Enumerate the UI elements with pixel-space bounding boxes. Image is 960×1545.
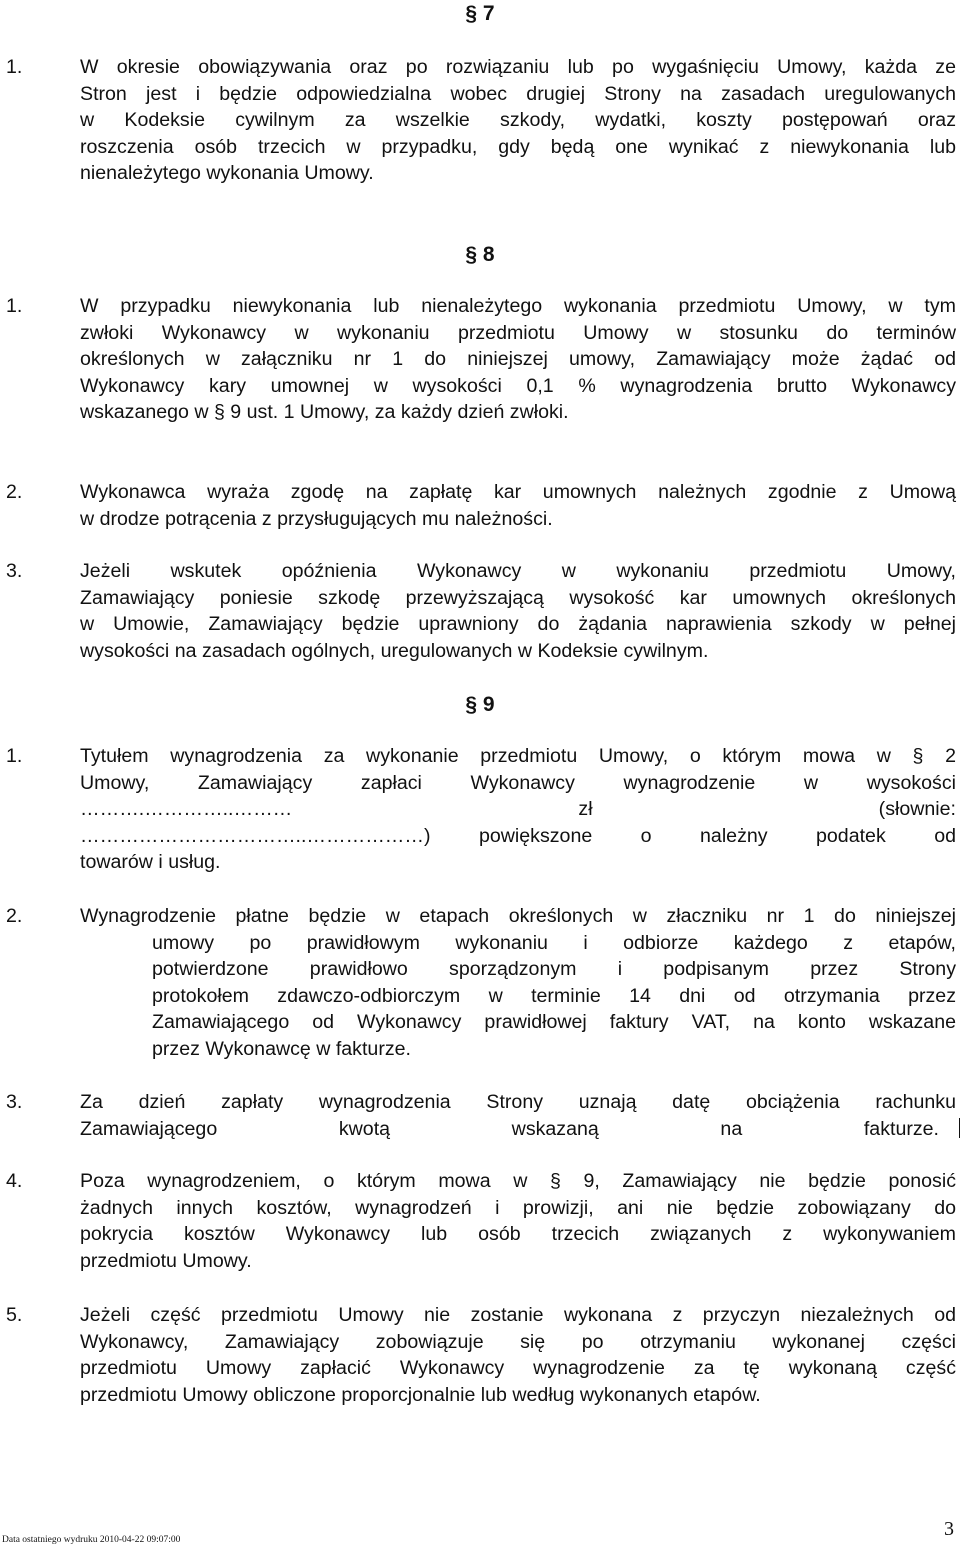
text-line: towarów i usług.: [80, 851, 221, 873]
text-line: Tytułem wynagrodzenia za wykonanie przedmiotu Umowy, o którym mowa w § 2: [80, 745, 956, 767]
text-line: roszczenia osób trzecich w przypadku, gdy będą one wynikać z niewykonania lub: [80, 135, 956, 158]
text-line: Stron jest i będzie odpowiedzialna wobec drugiej Strony na zasadach uregulowanych: [80, 82, 956, 105]
item-number: 1.: [6, 745, 23, 767]
text-line: żadnych innych kosztów, wynagrodzeń i prowizji, ani nie będzie zobowiązany do: [80, 1196, 956, 1219]
text-line: w Kodeksie cywilnym za wszelkie szkody, wydatki, koszty postępowań oraz: [80, 109, 956, 131]
item-number: 1.: [6, 295, 23, 317]
text-line: Poza wynagrodzeniem, o którym mowa w § 9, Zamawiający nie będzie ponosić: [80, 1170, 956, 1192]
text-line: Wynagrodzenie płatne będzie w etapach określonych w złaczniku nr 1 do niniejszej: [80, 905, 956, 927]
text-line: Wykonawcy kary umownej w wysokości 0,1 % wynagrodzenia brutto Wykonawcy: [80, 374, 956, 397]
item-number: 1.: [6, 56, 23, 78]
paragraph-8-2: [6, 479, 956, 532]
section-heading-7: § 7: [465, 2, 495, 25]
text-line: Wykonawcy, Zamawiający zobowiązuje się po otrzymaniu wykonanej części: [80, 1330, 956, 1353]
paragraph-7-1: [6, 54, 956, 187]
paragraph-9-2: [6, 903, 956, 1062]
text-line: Jeżeli wskutek opóźnienia Wykonawcy w wykonaniu przedmiotu Umowy,: [80, 560, 956, 582]
text-line: Zamawiającego od Wykonawcy prawidłowej faktury VAT, na konto wskazane: [152, 1011, 956, 1033]
text-line: przez Wykonawcę w fakturze.: [152, 1037, 411, 1060]
text-line: W okresie obowiązywania oraz po rozwiązaniu lub po wygaśnięciu Umowy, każda ze: [80, 56, 956, 78]
text-line: Wykonawca wyraża zgodę na zapłatę kar umownych należnych zgodnie z Umową: [80, 481, 956, 503]
print-date-footer: Data ostatniego wydruku 2010-04-22 09:07:00: [2, 1535, 181, 1545]
paragraph-9-3: [6, 1089, 956, 1142]
text-line: w Umowie, Zamawiający będzie uprawniony do żądania naprawienia szkody w pełnej: [80, 613, 956, 635]
text-line: protokołem zdawczo-odbiorczym w terminie 14 dni od otrzymania przez: [152, 984, 956, 1007]
item-number: 3.: [6, 1091, 23, 1113]
text-line: [80, 1116, 960, 1143]
amount-words-line: ……………………………..………………) powiększone o należny podatek od: [80, 824, 956, 847]
item-number: 2.: [6, 905, 23, 927]
text-line: potwierdzone prawidłowo sporządzonym i podpisanym przez Strony: [152, 958, 956, 980]
text-line: przedmiotu Umowy.: [80, 1249, 252, 1272]
text-line: nienależytego wykonania Umowy.: [80, 162, 374, 184]
paragraph-8-3: [6, 558, 956, 664]
text-line: Umowy, Zamawiający zapłaci Wykonawcy wynagrodzenie w wysokości: [80, 771, 956, 794]
text-line: umowy po prawidłowym wykonaniu i odbiorze każdego z etapów,: [152, 931, 956, 954]
text-line: Zamawiający poniesie szkodę przewyższającą wysokość kar umownych określonych: [80, 586, 956, 609]
item-number: 4.: [6, 1170, 23, 1192]
text-line: pokrycia kosztów Wykonawcy lub osób trzecich związanych z wykonywaniem: [80, 1223, 956, 1245]
text-line: wysokości na zasadach ogólnych, uregulowanych w Kodeksie cywilnym.: [80, 639, 709, 662]
text-line: wskazanego w § 9 ust. 1 Umowy, za każdy dzień zwłoki.: [80, 401, 569, 423]
text-fragment: Zamawiającego kwotą wskazaną na fakturze.: [80, 1117, 939, 1140]
text-line: przedmiotu Umowy obliczone proporcjonalnie lub według wykonanych etapów.: [80, 1383, 761, 1406]
text-line: zwłoki Wykonawcy w wykonaniu przedmiotu Umowy w stosunku do terminów: [80, 321, 956, 344]
paragraph-9-1: [6, 743, 956, 876]
item-number: 2.: [6, 481, 23, 503]
text-line: Za dzień zapłaty wynagrodzenia Strony uznają datę obciążenia rachunku: [80, 1091, 956, 1113]
page-number: 3: [944, 1518, 954, 1540]
item-number: 3.: [6, 560, 23, 582]
paragraph-9-5: [6, 1302, 956, 1408]
text-line: Jeżeli część przedmiotu Umowy nie zostanie wykonana z przyczyn niezależnych od: [80, 1304, 956, 1326]
text-line: W przypadku niewykonania lub nienależytego wykonania przedmiotu Umowy, w tym: [80, 295, 956, 317]
item-number: 5.: [6, 1304, 23, 1326]
section-heading-9: § 9: [465, 693, 495, 716]
paragraph-9-4: [6, 1168, 956, 1274]
text-line: w drodze potrącenia z przysługujących mu należności.: [80, 507, 553, 530]
section-heading-8: § 8: [465, 243, 495, 266]
text-line: określonych w załączniku nr 1 do niniejszej umowy, Zamawiający może żądać od: [80, 348, 956, 370]
amount-line: ……….…………..……… zł (słownie:: [80, 798, 956, 820]
paragraph-8-1: [6, 293, 956, 426]
text-line: przedmiotu Umowy zapłacić Wykonawcy wynagrodzenie za tę wykonaną część: [80, 1357, 956, 1379]
